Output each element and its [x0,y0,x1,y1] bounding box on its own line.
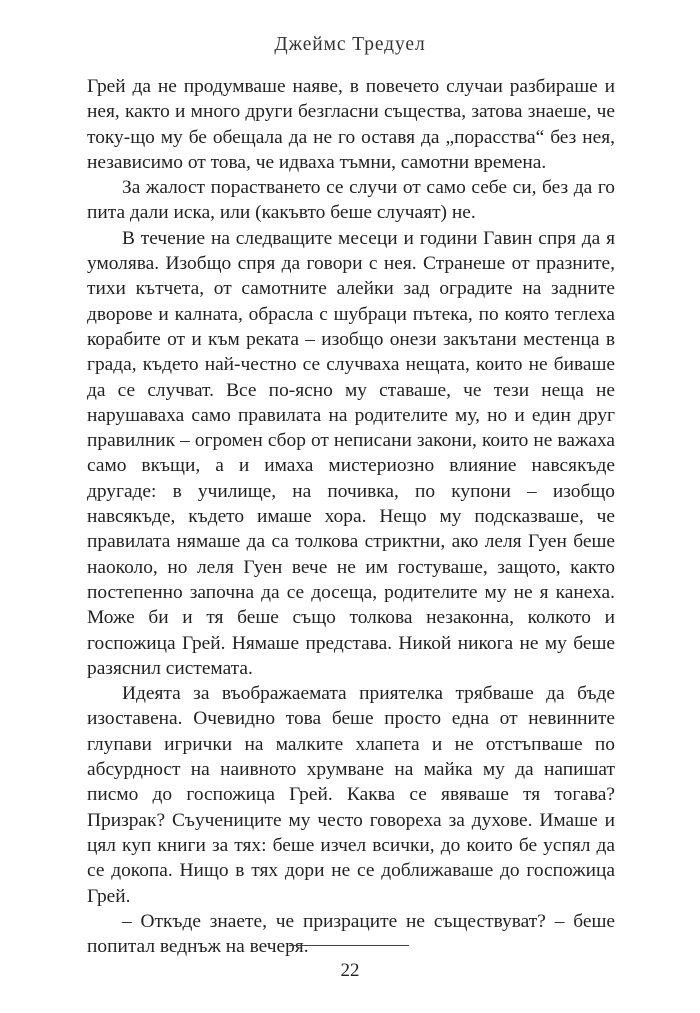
footer-divider [289,945,409,946]
paragraph: Грей да не продумваше наяве, в повечето случаи разбираше и нея, както и много други безгласни същества, затова знаеше, че току-що му бе обещала да не го оставя да „порасства“ без нея, независимо от това, че идваха тъмни, самотни времена. [87,76,615,173]
running-head: Джеймс Тредуел [274,34,426,55]
paragraph: – Откъде знаете, че призраците не съществуват? – беше попитал веднъж на вечеря. [87,910,615,958]
paragraph: В течение на следващите месеци и години Гавин спря да я умолява. Изобщо спря да говори с нея. Странеше от празните, тихи кътчета, от самотните алейки зад оградите на задните дворове и калната, обрасла с шубраци пътека, по която теглеха корабите от и към реката – изобщо онези закътани местенца в града, където най-честно се случваха нещата, които не биваше да се случват. Все по-ясно му ставаше, че тези неща не нарушаваха само правилата на родителите му, но и един друг правилник – огромен сбор от неписани закони, които не важаха само вкъщи, а и имаха мистериозно влияние навсякъде другаде: в училище, на почивка, по купони – изобщо навсякъде, където имаше хора. Нещо му подсказваше, че правилата нямаше да са толкова стриктни, ако леля Гуен беше наоколо, но леля Гуен вече не им гостуваше, защото, както постепенно започна да се досеща, родителите му не я канеха. Може би и тя беше също толкова незаконна, колкото и госпожица Грей. Нямаше представа. Никой никога не му беше разяснил системата. [87,227,615,679]
page-number: 22 [340,960,360,981]
paragraph: Идеята за въображаемата приятелка трябваше да бъде изоставена. Очевидно това беше просто една от невинните глупави игрички на малките хлапета и не отстъпваше по абсурдност на наивното хрумване на майка му да напишат писмо до госпожица Грей. Каква се явяваше тя тогава? Призрак? Съучениците му често говореха за духове. Имаше и цял куп книги за тях: беше изчел всички, до които бе успял да се докопа. Нищо в тях дори не се доближаваше до госпожица Грей. [87,683,615,907]
body-text [87,74,615,959]
paragraph: За жалост порастването се случи от само себе си, без да го пита дали иска, или (какъвто беше случаят) не. [87,177,615,224]
